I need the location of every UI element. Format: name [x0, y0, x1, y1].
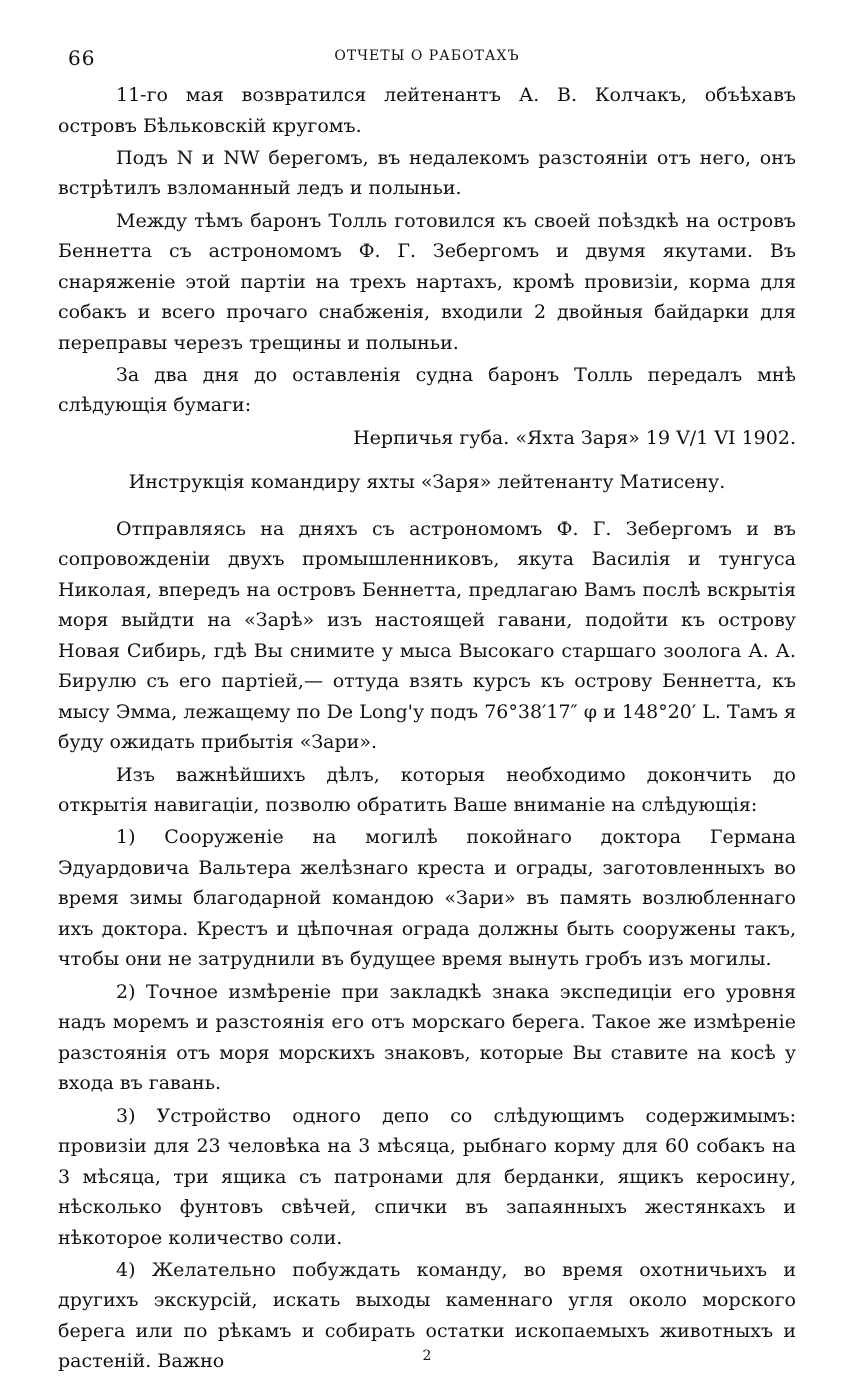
list-item-4-excursions: 4) Желательно побуждать команду, во время охотничьихъ и другихъ экскурсій, искать выходы каменнаго угля около морского берега или по рѣкамъ и собирать остатки ископаемыхъ животныхъ и растеній. Важно [58, 1258, 796, 1373]
document-page [58, 40, 796, 1373]
page-header [58, 40, 796, 80]
instruction-title: Инструкція командиру яхты «Заря» лейтенанту Матисену. [128, 471, 726, 494]
dateline: Нерпичья губа. «Яхта Заря» 19 V/1 VI 1902. [353, 426, 796, 449]
paragraph-important-tasks: Изъ важнѣйшихъ дѣлъ, которыя необходимо докончить до открытія навигаціи, позволю обратить Ваше вниманіе на слѣдующія: [58, 763, 796, 817]
paragraph-ice-observation: Подъ N и NW берегомъ, въ недалекомъ разстояніи отъ него, онъ встрѣтилъ взломанный ледъ и полыньи. [58, 146, 796, 200]
list-item-1-cross: 1) Сооруженіе на могилѣ покойнаго доктора Германа Эдуардовича Вальтера желѣзнаго креста и ограды, заготовленныхъ во время зимы благодарной командою «Зари» въ память возлюбленнаго ихъ доктора. Крестъ и цѣпочная ограда должны быть сооружены такъ, чтобы они не затруднили въ будущее время вынуть гробъ изъ могилы. [58, 826, 796, 971]
signature-mark: 2 [422, 1348, 432, 1364]
list-item-2-measurement: 2) Точное измѣреніе при закладкѣ знака экспедиціи его уровня надъ моремъ и разстоянія его отъ морскаго берега. Такое же измѣреніе разстоянія отъ моря морскихъ знаковъ, которые Вы ставите на косѣ у входа въ гавань. [58, 980, 796, 1095]
list-item-3-depot: 3) Устройство одного депо со слѣдующимъ содержимымъ: провизіи для 23 человѣка на 3 мѣсяца, рыбнаго корму для 60 собакъ на 3 мѣсяца, три ящика съ патронами для берданки, ящикъ керосину, нѣсколько фунтовъ свѣчей, спички въ запаянныхъ жестянкахъ и нѣкоторое количество соли. [58, 1104, 796, 1249]
page-number: 66 [68, 46, 96, 70]
paragraph-kolchak-return: 11-го мая возвратился лейтенантъ А. В. Колчакъ, объѣхавъ островъ Бѣльковскій кругомъ. [58, 84, 796, 137]
running-head: ОТЧЕТЫ О РАБОТАХЪ [334, 48, 520, 64]
paragraph-papers-handover: За два дня до оставленія судна баронъ Толль передалъ мнѣ слѣдующія бумаги: [58, 363, 796, 417]
body-text [58, 80, 796, 1377]
paragraph-departure-orders: Отправляясь на дняхъ съ астрономомъ Ф. Г. Зебергомъ и въ сопровожденіи двухъ промышленниковъ, якута Василія и тунгуса Николая, впередъ на островъ Беннетта, предлагаю Вамъ послѣ вскрытія моря выйдти на «Зарѣ» изъ настоящей гавани, подойти къ острову Новая Сибирь, гдѣ Вы снимите у мыса Высокаго старшаго зоолога А. А. Бирулю съ его партіей,— оттуда взять курсъ къ острову Беннетта, къ мысу Эмма, лежащему по De Long'у подъ 76°38′17″ φ и 148°20′ L. Тамъ я буду ожидать прибытія «Зари». [58, 517, 796, 754]
paragraph-toll-preparations: Между тѣмъ баронъ Толль готовился къ своей поѣздкѣ на островъ Беннетта съ астрономомъ Ф. Г. Зебергомъ и двумя якутами. Въ снаряженіе этой партіи на трехъ нартахъ, кромѣ провизіи, корма для собакъ и всего прочаго снабженія, входили 2 двойныя байдарки для переправы черезъ трещины и полыньи. [58, 209, 796, 354]
